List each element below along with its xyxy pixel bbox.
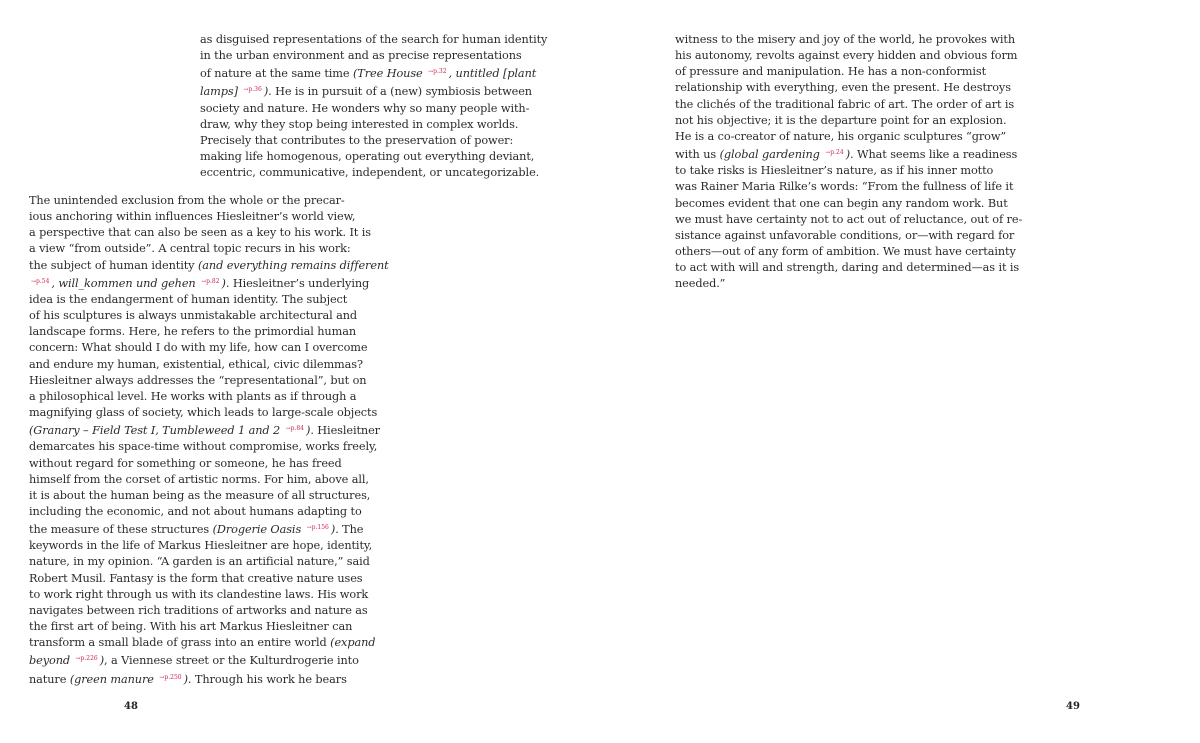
page-reference: →p.24 <box>825 149 844 157</box>
right-page-number: 49 <box>1066 701 1080 712</box>
text-segment: a perspective that can also be seen as a key to his work. It is <box>29 226 371 240</box>
text-line <box>675 97 1022 113</box>
text-line <box>29 504 389 520</box>
text-segment: sistance against unfavorable conditions, or—with regard for <box>675 228 1015 242</box>
artwork-title: (Granary – Field Test I, Tumbleweed 1 and 2 <box>29 424 284 438</box>
text-line <box>675 32 1022 48</box>
text-line <box>29 324 389 340</box>
text-line <box>200 32 547 48</box>
text-line <box>29 193 389 209</box>
text-segment: to act with will and strength, daring and determined—as it is <box>675 261 1020 275</box>
text-segment: . Through his work he bears <box>187 672 347 686</box>
text-segment: nature <box>29 672 70 686</box>
text-line <box>675 64 1022 80</box>
text-segment: . What seems like a readiness <box>850 148 1018 162</box>
text-line <box>29 571 389 587</box>
text-line <box>200 101 547 117</box>
text-line <box>200 64 547 82</box>
text-segment: becomes evident that one can begin any random work. But <box>675 196 1008 210</box>
text-segment: the subject of human identity <box>29 258 198 272</box>
text-line <box>675 196 1022 212</box>
text-line <box>29 538 389 554</box>
text-segment: keywords in the life of Markus Hiesleitner are hope, identity, <box>29 539 373 553</box>
text-line <box>200 149 547 165</box>
text-segment: to take risks is Hiesleitner’s nature, as if his inner motto <box>675 164 994 178</box>
text-segment: it is about the human being as the measure of all structures, <box>29 488 371 502</box>
text-line <box>29 472 389 488</box>
text-segment: making life homogenous, operating out everything deviant, <box>200 150 535 164</box>
text-segment: The unintended exclusion from the whole or the precar- <box>29 194 345 207</box>
artwork-title: (and everything remains different <box>197 258 389 272</box>
text-line <box>29 520 389 538</box>
artwork-title: (expand <box>330 636 376 650</box>
text-segment: the first art of being. With his art Markus Hiesleitner can <box>29 620 353 634</box>
page-reference: →p.82 <box>201 277 220 285</box>
page-reference: →p.156 <box>306 524 329 532</box>
text-segment: , a Viennese street or the Kulturdrogerie into <box>104 654 359 668</box>
text-line <box>200 82 547 100</box>
artwork-title: (green manure <box>69 672 158 686</box>
text-line <box>675 244 1022 260</box>
artwork-title: (Drogerie Oasis <box>212 523 305 537</box>
text-line <box>675 48 1022 64</box>
text-segment: as disguised representations of the search for human identity <box>200 33 548 46</box>
text-segment: magnifying glass of society, which leads to large-scale objects <box>29 406 378 420</box>
artwork-title: ) <box>183 672 188 686</box>
text-segment: and endure my human, existential, ethical, civic dilemmas? <box>29 357 363 371</box>
text-line <box>29 209 389 225</box>
text-line <box>29 587 389 603</box>
text-line <box>675 113 1022 129</box>
artwork-title: beyond <box>29 654 74 668</box>
text-line <box>675 80 1022 96</box>
text-line <box>200 48 547 64</box>
text-line <box>675 276 1022 292</box>
text-segment: relationship with everything, even the present. He destroys <box>675 81 1011 95</box>
text-line <box>675 163 1022 179</box>
text-segment: demarcates his space-time without compromise, works freely, <box>29 440 378 454</box>
text-segment: himself from the corset of artistic norms. For him, above all, <box>29 472 369 486</box>
text-segment: to work right through us with its clandestine laws. His work <box>29 587 369 601</box>
text-line <box>29 670 389 688</box>
text-segment: was Rainer Maria Rilke’s words: “From the fullness of life it <box>675 180 1014 194</box>
text-segment: nature, in my opinion. “A garden is an artificial nature,” said <box>29 555 370 569</box>
artwork-title: , will_kommen und gehen <box>51 276 200 290</box>
text-segment: navigates between rich traditions of artworks and nature as <box>29 603 368 617</box>
text-line <box>29 357 389 373</box>
text-line <box>29 389 389 405</box>
text-line <box>200 165 547 181</box>
text-line <box>29 421 389 439</box>
text-line <box>675 145 1022 163</box>
text-line <box>675 129 1022 145</box>
text-line <box>29 488 389 504</box>
text-line <box>675 212 1022 228</box>
page-reference: →p.32 <box>428 68 447 76</box>
page-reference: →p.226 <box>75 655 98 663</box>
text-segment: of nature at the same time <box>200 67 353 81</box>
text-segment: ious anchoring within influences Hiesleitner’s world view, <box>29 210 356 224</box>
text-segment: without regard for something or someone, he has freed <box>29 456 342 470</box>
artwork-title: ) <box>330 523 336 537</box>
text-line <box>29 292 389 308</box>
text-segment: needed.” <box>675 277 726 291</box>
text-line <box>29 308 389 324</box>
text-line <box>675 179 1022 195</box>
left-page-column-bottom <box>29 193 389 688</box>
text-segment: not his objective; it is the departure point for an explosion. <box>675 113 1007 127</box>
text-segment: of pressure and manipulation. He has a non-conformist <box>675 65 987 79</box>
text-segment: Robert Musil. Fantasy is the form that creative nature uses <box>29 571 363 585</box>
text-line <box>29 274 389 292</box>
text-line <box>29 635 389 651</box>
text-line <box>29 225 389 241</box>
text-segment: including the economic, and not about humans adapting to <box>29 504 362 518</box>
text-segment: a philosophical level. He works with plants as if through a <box>29 389 357 403</box>
artwork-title: , untitled [plant <box>448 67 537 81</box>
text-segment: Hiesleitner always addresses the “representational”, but on <box>29 373 367 387</box>
artwork-title: ) <box>306 424 311 438</box>
text-segment: witness to the misery and joy of the world, he provokes with <box>675 33 1016 46</box>
text-line <box>29 439 389 455</box>
text-segment: . Hiesleitner’s underlying <box>225 276 370 290</box>
text-line <box>200 117 547 133</box>
artwork-title: lamps] <box>200 85 242 99</box>
text-segment: Precisely that contributes to the preservation of power: <box>200 133 514 147</box>
text-line <box>675 260 1022 276</box>
text-line <box>29 405 389 421</box>
text-line <box>29 373 389 389</box>
text-segment: a view “from outside”. A central topic recurs in his work: <box>29 242 351 256</box>
text-line <box>29 603 389 619</box>
page-reference: →p.54 <box>31 277 50 285</box>
artwork-title: ) <box>845 148 850 162</box>
text-line <box>29 340 389 356</box>
page-reference: →p.36 <box>243 86 262 94</box>
artwork-title: (global gardening <box>719 148 824 162</box>
text-segment: concern: What should I do with my life, how can I overcome <box>29 341 368 355</box>
text-line <box>29 651 389 669</box>
text-line <box>29 456 389 472</box>
text-segment: eccentric, communicative, independent, or uncategorizable. <box>200 166 540 180</box>
text-segment: of his sculptures is always unmistakable architectural and <box>29 309 358 323</box>
left-page-number: 48 <box>124 701 138 712</box>
text-line <box>200 133 547 149</box>
text-segment: draw, why they stop being interested in complex worlds. <box>200 117 519 131</box>
text-segment: his autonomy, revolts against every hidden and obvious form <box>675 49 1018 63</box>
text-segment: . Hiesleitner <box>310 424 380 438</box>
text-line <box>29 241 389 257</box>
text-line <box>29 619 389 635</box>
text-segment: the clichés of the traditional fabric of art. The order of art is <box>675 97 1015 111</box>
text-line <box>29 258 389 274</box>
left-page-column-top <box>200 32 547 181</box>
text-segment: others—out of any form of ambition. We must have certainty <box>675 245 1016 259</box>
text-segment: transform a small blade of grass into an entire world <box>29 636 331 650</box>
text-segment: in the urban environment and as precise representations <box>200 49 522 63</box>
text-segment: society and nature. He wonders why so many people with- <box>200 101 530 115</box>
text-line <box>675 228 1022 244</box>
text-segment: landscape forms. Here, he refers to the primordial human <box>29 325 357 339</box>
text-segment: . The <box>335 523 364 537</box>
page-reference: →p.84 <box>285 425 305 433</box>
text-segment: with us <box>675 148 720 162</box>
text-segment: He is a co-creator of nature, his organic sculptures “grow” <box>675 129 1007 143</box>
page-reference: →p.250 <box>159 673 182 681</box>
right-page-column <box>675 32 1022 293</box>
text-segment: idea is the endangerment of human identity. The subject <box>29 292 348 306</box>
text-segment: . He is in pursuit of a (new) symbiosis between <box>268 85 532 99</box>
text-segment: we must have certainty not to act out of reluctance, out of re- <box>675 212 1023 226</box>
text-line <box>29 554 389 570</box>
artwork-title: ) <box>263 85 269 99</box>
artwork-title: ) <box>221 276 226 290</box>
artwork-title: ) <box>99 654 105 668</box>
text-segment: the measure of these structures <box>29 523 213 537</box>
artwork-title: (Tree House <box>353 67 427 81</box>
